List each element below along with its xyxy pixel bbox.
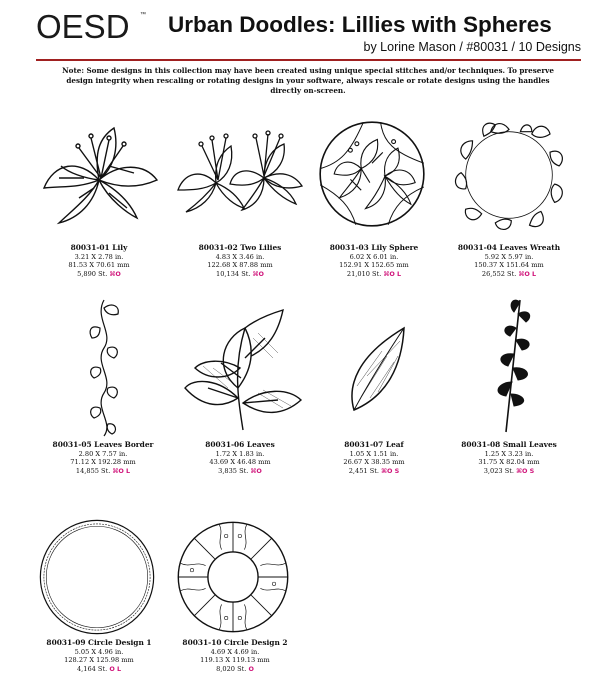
design-size-mm: 43.69 X 46.48 mm xyxy=(209,458,271,467)
design-stitches: 5,890 St. xyxy=(77,269,108,278)
stitch-type-marks: ⌘O L xyxy=(518,269,537,278)
design-size-in: 4.83 X 3.46 in. xyxy=(215,252,265,261)
design-caption-03 xyxy=(299,244,449,278)
design-size-in: 5.92 X 5.97 in. xyxy=(484,252,534,261)
design-size-mm: 31.75 X 82.04 mm xyxy=(478,458,540,467)
design-size-mm: 71.12 X 192.28 mm xyxy=(70,458,136,467)
design-name: 80031-07 Leaf xyxy=(344,440,404,449)
design-size-mm: 150.37 X 151.64 mm xyxy=(474,261,544,270)
stitch-type-marks: ⌘O S xyxy=(381,466,400,475)
stitch-type-marks: ⌘O L xyxy=(383,269,402,278)
design-size-in: 1.05 X 1.51 in. xyxy=(349,449,399,458)
design-name: 80031-03 Lily Sphere xyxy=(329,243,419,252)
design-name: 80031-06 Leaves xyxy=(205,440,275,449)
design-name: 80031-04 Leaves Wreath xyxy=(457,243,561,252)
leaves-border-design-image xyxy=(86,298,122,438)
design-size-mm: 128.27 X 125.98 mm xyxy=(64,656,134,665)
design-stitches: 3,835 St. xyxy=(218,466,249,475)
design-name: 80031-01 Lily xyxy=(70,243,128,252)
design-name: 80031-02 Two Lilies xyxy=(198,243,282,252)
stitch-type-marks: ⌘O xyxy=(250,466,262,475)
stitch-type-marks: ⌘O xyxy=(109,269,121,278)
design-size-in: 6.02 X 6.01 in. xyxy=(349,252,399,261)
lily-design-image xyxy=(38,118,160,228)
design-name: 80031-05 Leaves Border xyxy=(52,440,154,449)
two-lilies-design-image xyxy=(176,128,304,216)
design-stitches: 14,855 St. xyxy=(75,466,111,475)
design-size-mm: 81.53 X 70.61 mm xyxy=(68,261,130,270)
design-caption-07 xyxy=(299,441,449,475)
leaf-design-image xyxy=(342,326,408,412)
design-name: 80031-08 Small Leaves xyxy=(461,440,557,449)
design-size-in: 4.69 X 4.69 in. xyxy=(210,647,260,656)
design-size-in: 2.80 X 7.57 in. xyxy=(78,449,128,458)
design-stitches: 8,020 St. xyxy=(216,664,247,673)
circle-design-1-image xyxy=(36,518,158,636)
design-stitches: 10,134 St. xyxy=(216,269,251,278)
stitch-type-marks: ⌘O S xyxy=(516,466,535,475)
design-size-mm: 119.13 X 119.13 mm xyxy=(200,656,270,665)
stitch-type-marks: ⌘O L xyxy=(112,466,131,475)
design-caption-06 xyxy=(165,441,315,475)
design-size-mm: 152.91 X 152.65 mm xyxy=(339,261,409,270)
page-subtitle: by Lorine Mason / #80031 / 10 Designs xyxy=(363,40,581,54)
leaves-design-image xyxy=(182,308,304,432)
small-leaves-design-image xyxy=(482,296,550,434)
design-caption-09 xyxy=(24,639,174,673)
logo-text: OESD xyxy=(36,8,130,45)
design-note: Note: Some designs in this collection may have been created using unique special stitches and/or techniques. To preserve design integrity when rescaling or rotating designs in your software, always rescale or rotate designs using the handles directly on-screen. xyxy=(62,66,554,95)
design-stitches: 21,010 St. xyxy=(346,269,382,278)
design-caption-10 xyxy=(160,639,310,673)
design-caption-01 xyxy=(24,244,174,278)
header-divider xyxy=(36,59,581,61)
design-caption-08 xyxy=(434,441,584,475)
circle-design-2-image xyxy=(176,520,290,634)
design-size-mm: 26.67 X 38.35 mm xyxy=(343,458,405,467)
oesd-logo xyxy=(36,6,148,50)
stitch-type-marks: O xyxy=(248,664,254,673)
design-name: 80031-09 Circle Design 1 xyxy=(46,638,152,647)
design-size-in: 1.72 X 1.83 in. xyxy=(215,449,265,458)
stitch-type-marks: ⌘O xyxy=(252,269,264,278)
design-size-in: 1.25 X 3.23 in. xyxy=(484,449,534,458)
leaves-wreath-design-image xyxy=(452,118,566,232)
design-caption-02 xyxy=(165,244,315,278)
lily-sphere-design-image xyxy=(318,120,426,228)
design-size-in: 5.05 X 4.96 in. xyxy=(74,647,124,656)
design-stitches: 2,451 St. xyxy=(348,466,379,475)
design-size-mm: 122.68 X 87.88 mm xyxy=(207,261,273,270)
design-caption-05 xyxy=(28,441,178,475)
logo-trademark: ™ xyxy=(140,12,146,18)
design-size-in: 3.21 X 2.78 in. xyxy=(74,252,124,261)
design-stitches: 3,023 St. xyxy=(483,466,514,475)
design-name: 80031-10 Circle Design 2 xyxy=(182,638,288,647)
page-title: Urban Doodles: Lillies with Spheres xyxy=(168,12,552,37)
design-stitches: 4,164 St. xyxy=(76,664,108,673)
stitch-type-marks: O L xyxy=(109,664,122,673)
design-stitches: 26,552 St. xyxy=(481,269,517,278)
design-caption-04 xyxy=(434,244,584,278)
